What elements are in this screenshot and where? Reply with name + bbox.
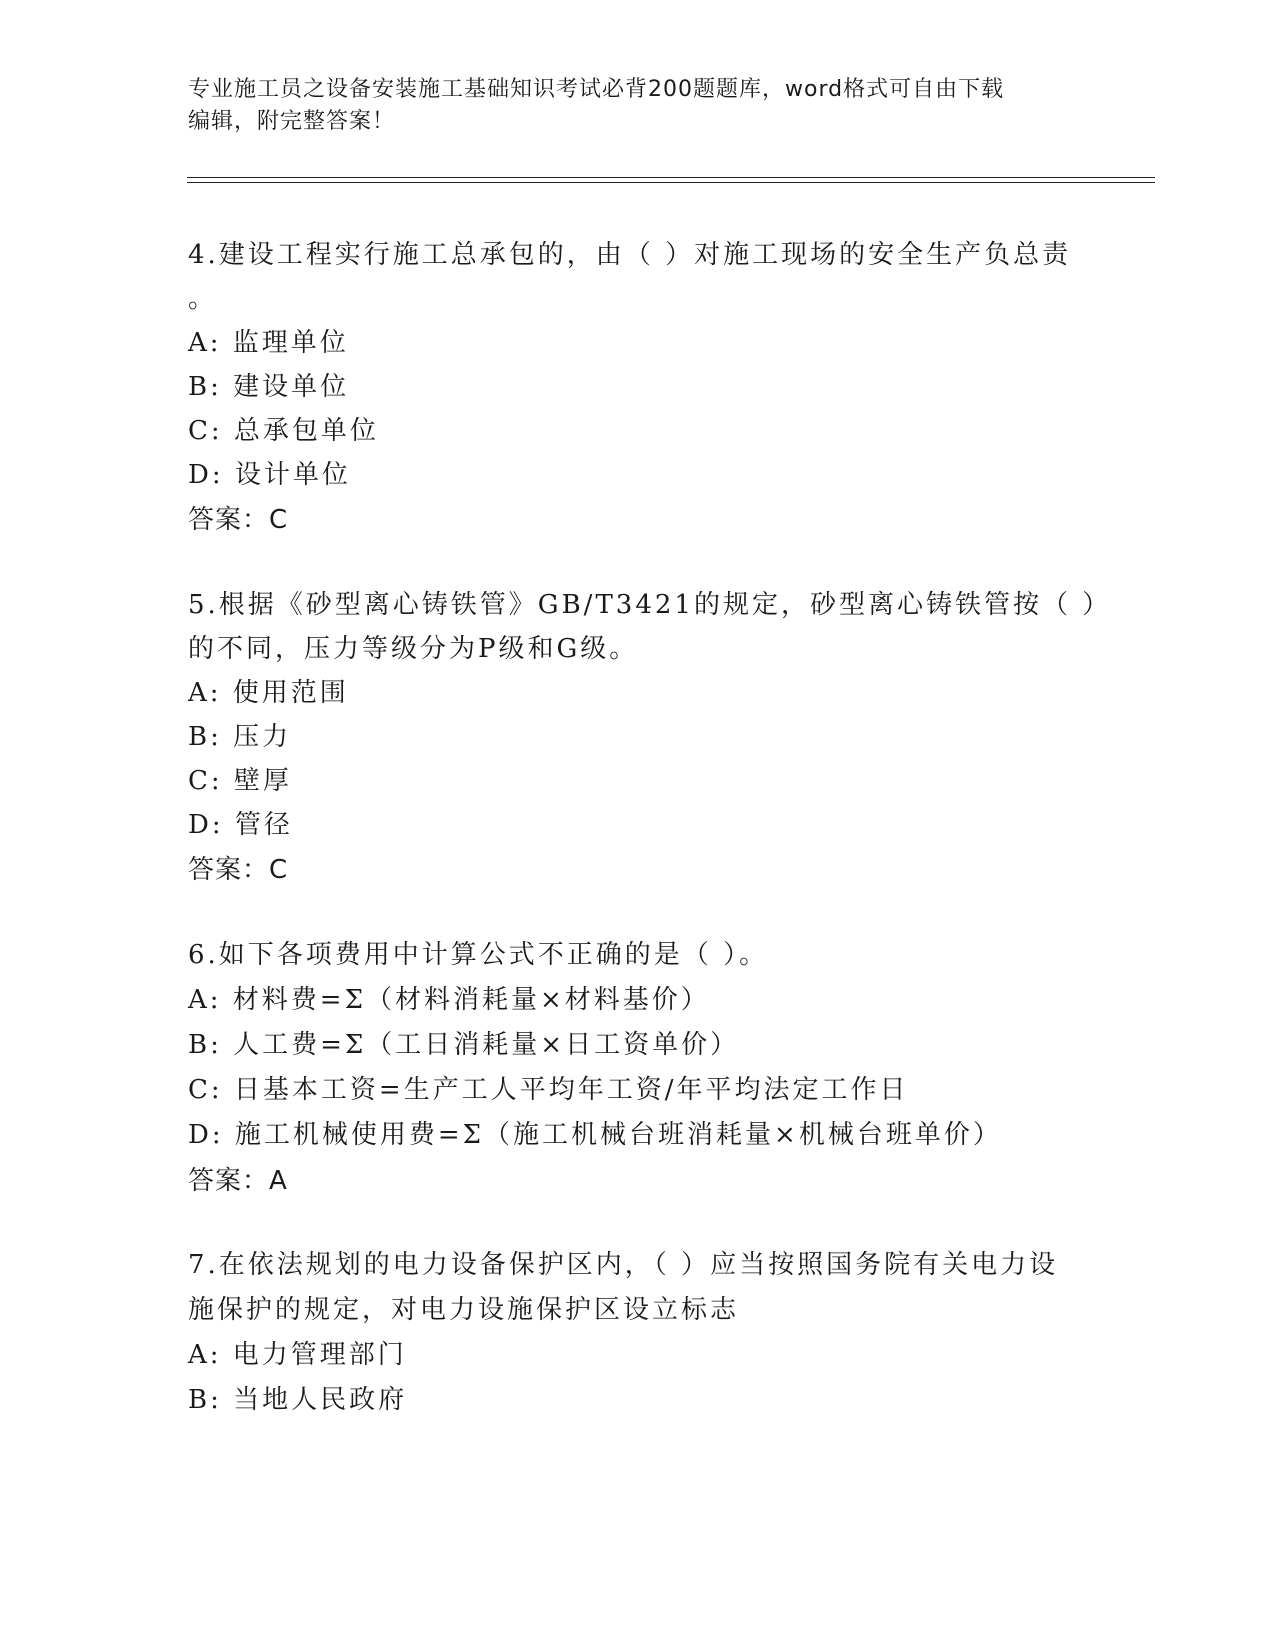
question-5-option-d: D: 管径 — [188, 810, 293, 840]
question-7-stem-line-2: 施保护的规定，对电力设施保护区设立标志 — [188, 1295, 740, 1325]
question-7-option-b: B: 当地人民政府 — [188, 1385, 408, 1415]
question-5-option-b: B: 压力 — [188, 722, 292, 752]
question-6-option-c: C: 日基本工资=生产工人平均年工资/年平均法定工作日 — [188, 1075, 909, 1105]
header-line-2: 编辑，附完整答案！ — [188, 109, 396, 134]
question-5-answer: 答案：C — [188, 855, 289, 885]
question-6-stem-line-1: 6.如下各项费用中计算公式不正确的是（ ）。 — [188, 940, 769, 970]
question-6-option-b: B: 人工费=Σ（工日消耗量×日工资单价） — [188, 1030, 740, 1060]
question-6-answer: 答案：A — [188, 1166, 288, 1196]
question-4-option-d: D: 设计单位 — [188, 460, 351, 490]
question-4-stem-line-1: 4.建设工程实行施工总承包的，由（ ）对施工现场的安全生产负总责 — [188, 240, 1072, 270]
question-5-option-c: C: 壁厚 — [188, 766, 292, 796]
document-header — [188, 74, 1088, 138]
question-7-option-a: A: 电力管理部门 — [188, 1340, 407, 1370]
question-4-option-b: B: 建设单位 — [188, 372, 350, 402]
question-5-option-a: A: 使用范围 — [188, 678, 349, 708]
question-4-answer: 答案：C — [188, 505, 289, 535]
header-divider-top — [187, 177, 1155, 178]
question-7-stem-line-1: 7.在依法规划的电力设备保护区内，（ ）应当按照国务院有关电力设 — [188, 1250, 1059, 1280]
header-line-1: 专业施工员之设备安装施工基础知识考试必背200题题库，word格式可自由下载 — [188, 77, 1005, 102]
question-6-option-a: A: 材料费=Σ（材料消耗量×材料基价） — [188, 985, 710, 1015]
question-4-option-a: A: 监理单位 — [188, 328, 349, 358]
question-6-option-d: D: 施工机械使用费=Σ（施工机械台班消耗量×机械台班单价） — [188, 1120, 1002, 1150]
question-4-option-c: C: 总承包单位 — [188, 416, 379, 446]
question-5-stem-line-2: 的不同，压力等级分为P级和G级。 — [188, 634, 639, 664]
header-divider-bottom — [187, 182, 1155, 183]
question-4-stem-line-2: 。 — [188, 284, 218, 314]
question-5-stem-line-1: 5.根据《砂型离心铸铁管》GB/T3421的规定，砂型离心铸铁管按（ ） — [188, 590, 1112, 620]
